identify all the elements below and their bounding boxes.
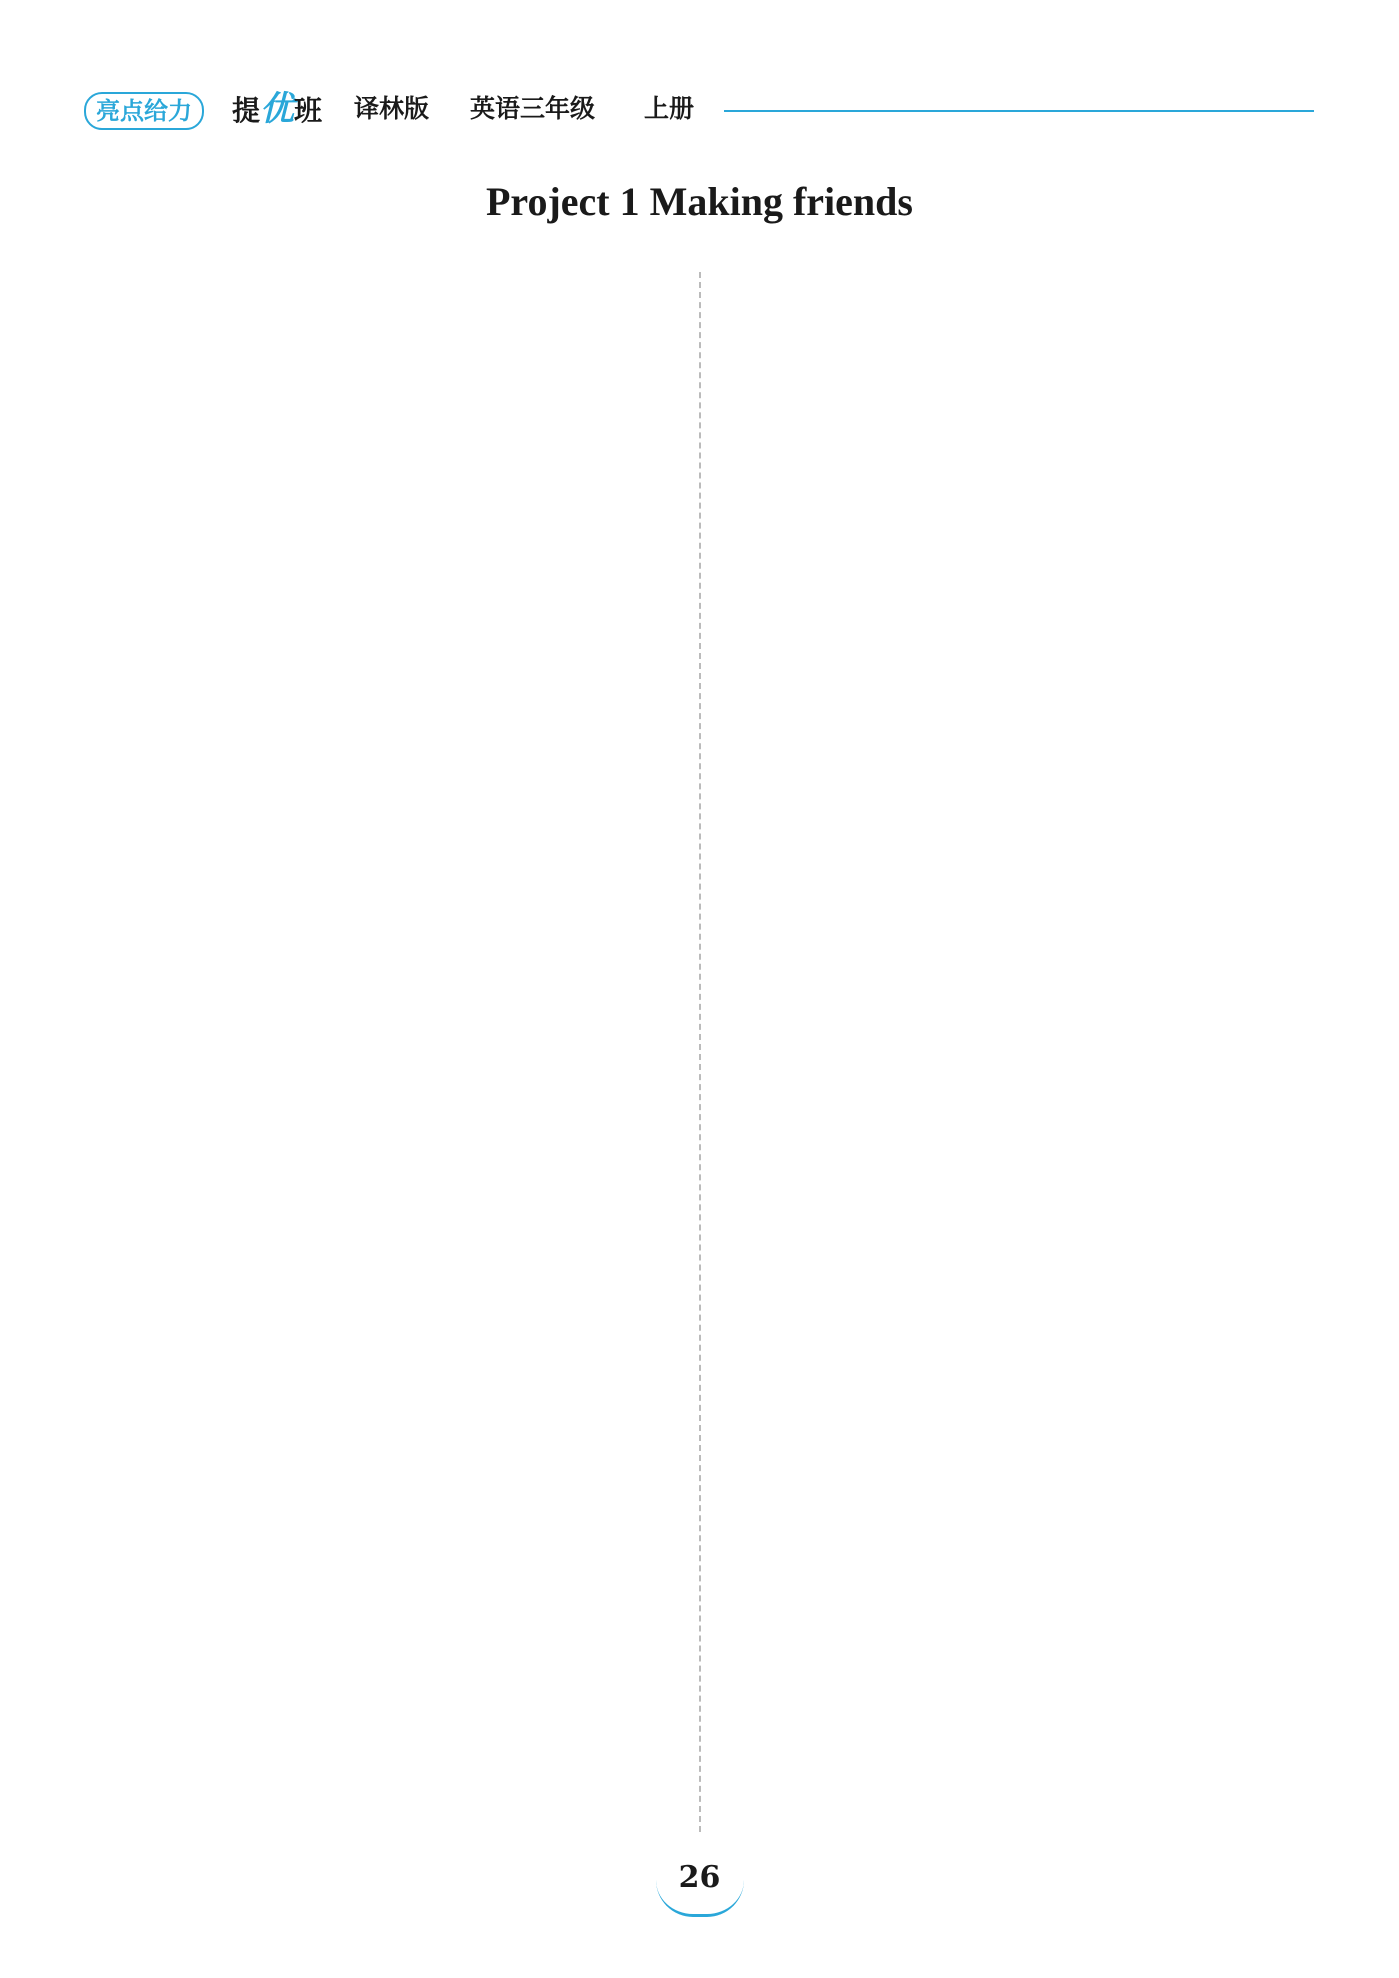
series-name: 提优班	[232, 89, 323, 129]
edition: 译林版	[354, 94, 430, 123]
subject: 英语三年级	[470, 94, 596, 123]
page-number: 26	[678, 1860, 721, 1895]
volume: 上册	[644, 94, 695, 123]
page-title: Project 1 Making friends	[486, 179, 913, 224]
page-number-ornament	[656, 1880, 744, 1917]
page-header	[84, 88, 1314, 128]
header-rule	[724, 110, 1314, 112]
brand-logo: 亮点给力	[84, 92, 204, 130]
column-divider	[699, 272, 701, 1832]
